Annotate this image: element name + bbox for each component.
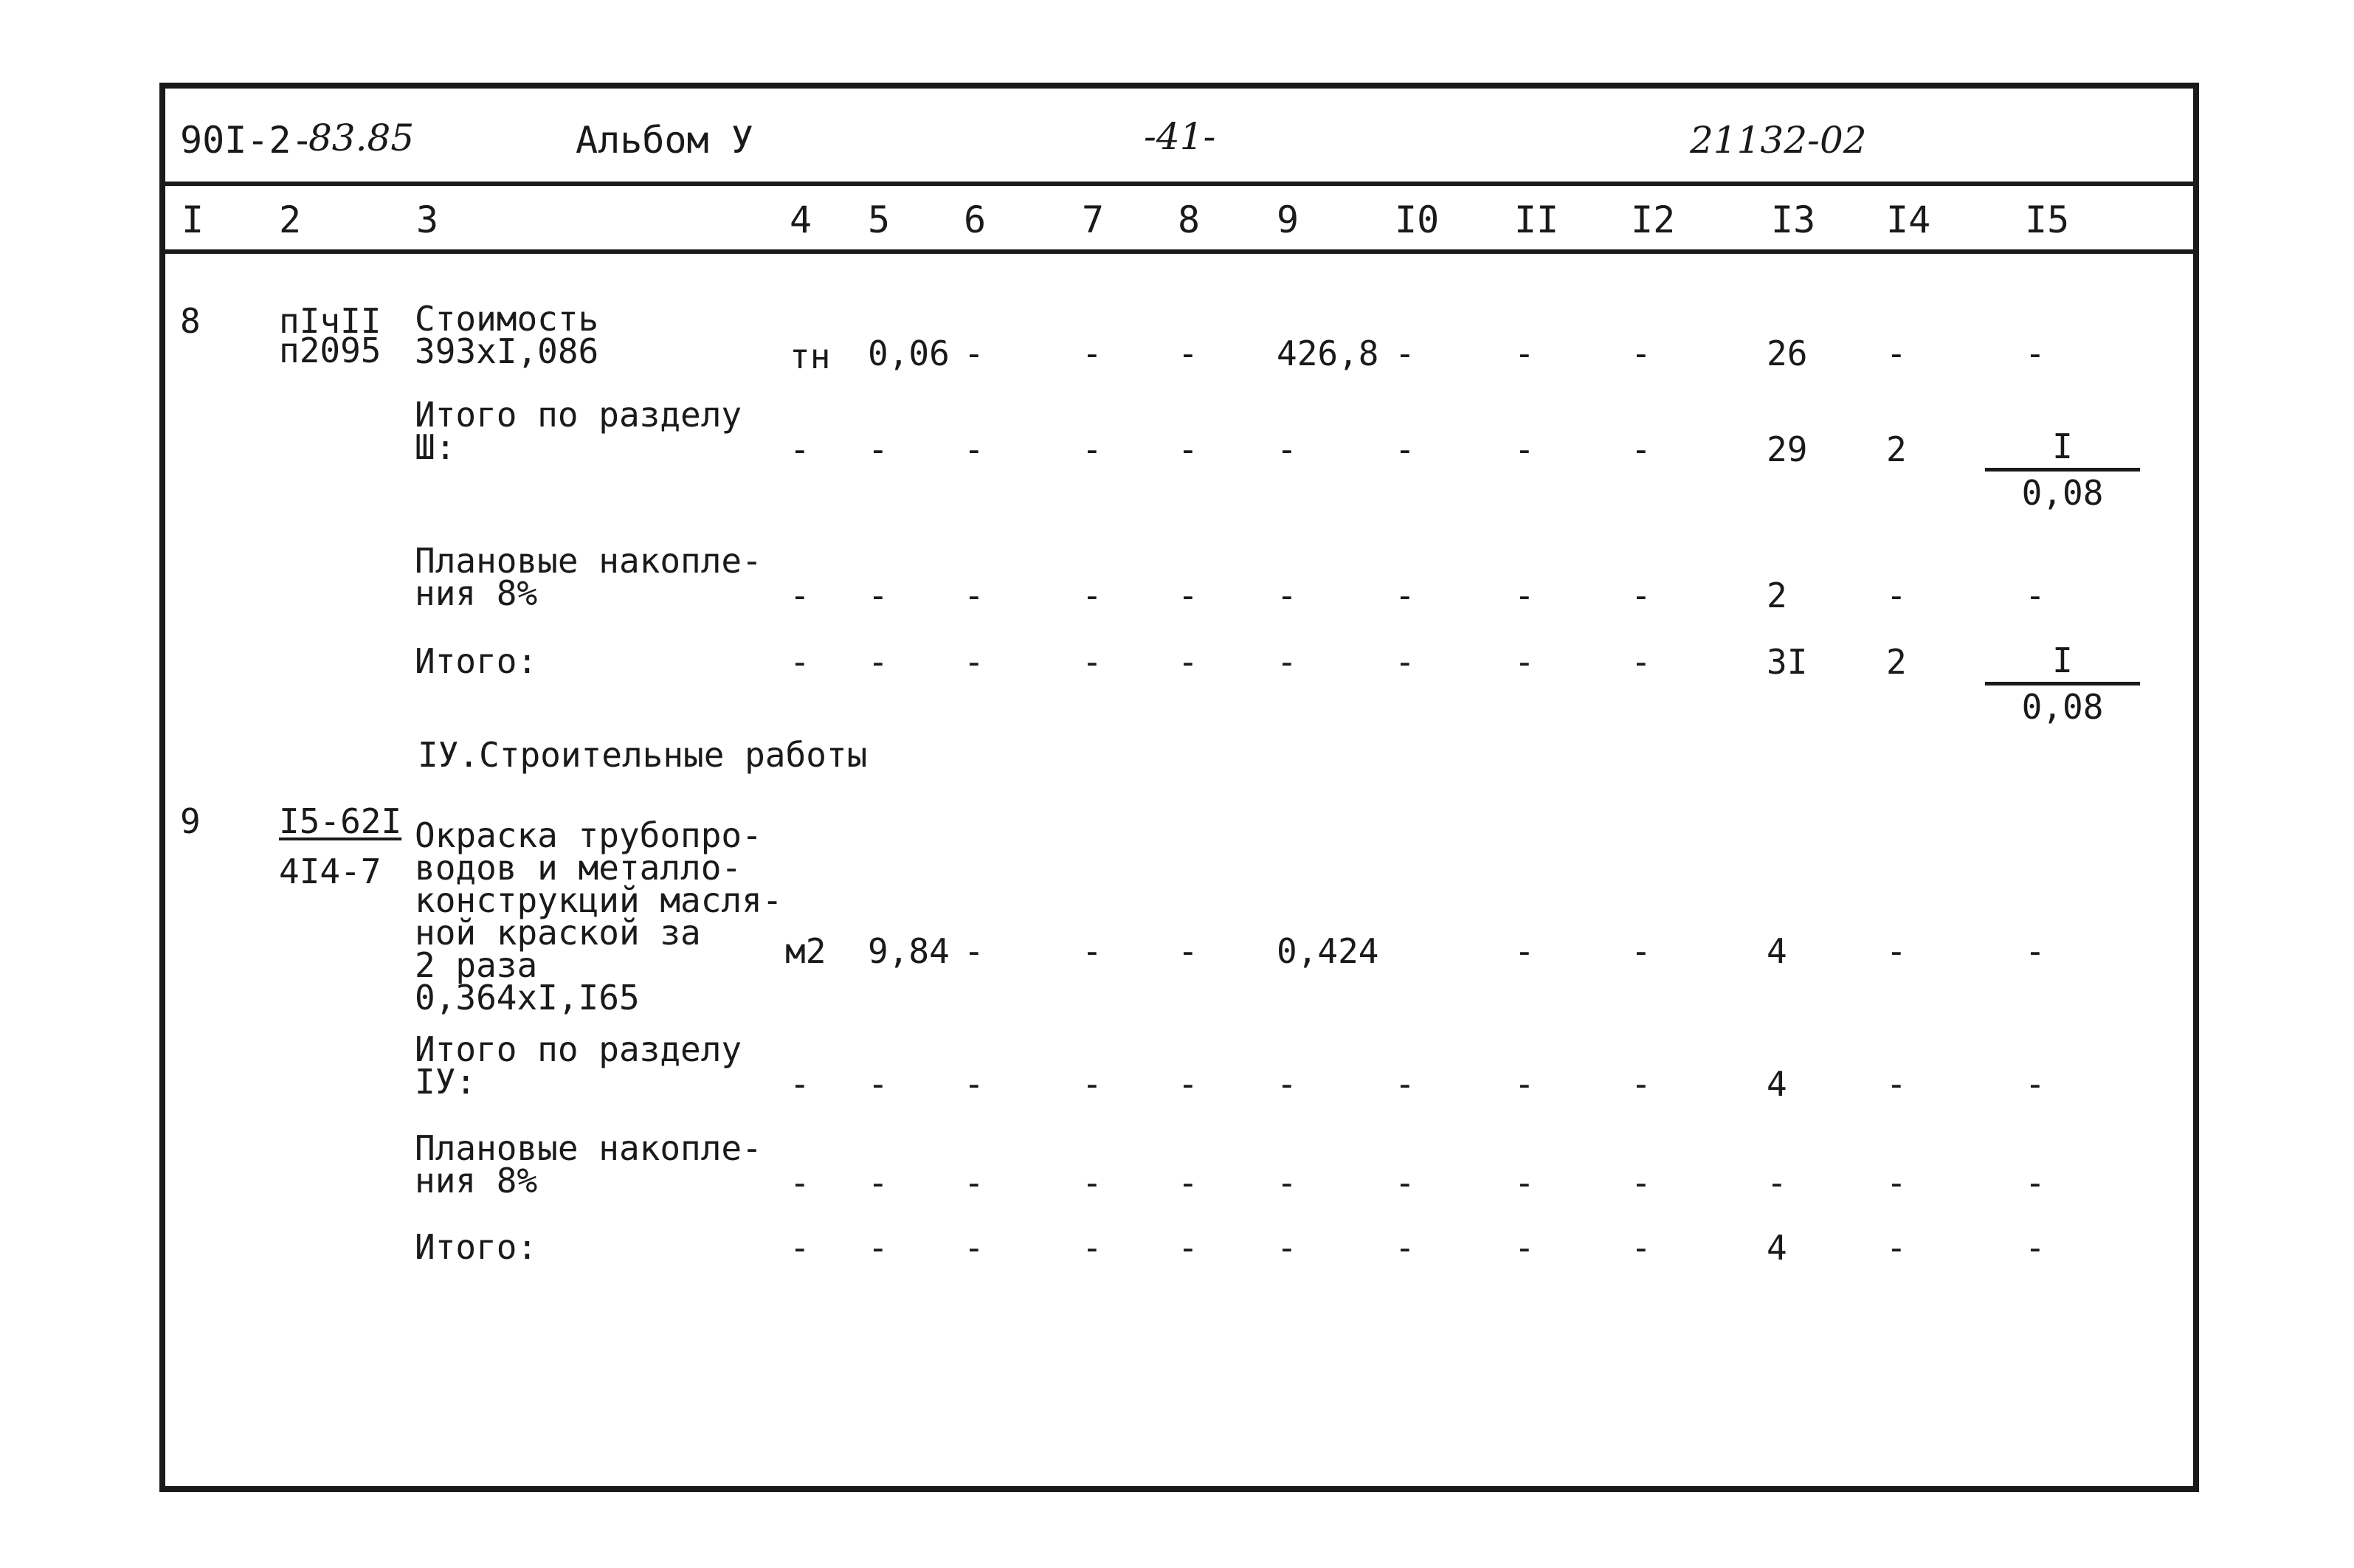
sheet-code: 21132-02 — [1690, 119, 1867, 162]
page-frame — [159, 83, 2199, 1492]
fraction-denominator: 0,08 — [2021, 473, 2104, 513]
cell-total: 3I — [1767, 642, 1808, 682]
column-header: 9 — [1277, 198, 1299, 241]
column-header: I5 — [2025, 198, 2070, 241]
row-description: Окраска трубопро- водов и металло- конструкций масля- ной краской за 2 раза 0,364хI,I65 — [415, 815, 783, 1018]
cell: - — [868, 1163, 888, 1203]
column-header: II — [1514, 198, 1559, 241]
column-header: 8 — [1178, 198, 1201, 241]
cell: - — [2025, 1228, 2046, 1268]
cell: - — [1082, 931, 1102, 971]
row-description: Стоимость 393хI,086 — [415, 299, 599, 371]
cell: - — [1395, 576, 1415, 615]
cell: - — [868, 429, 888, 469]
cell: - — [1514, 1228, 1535, 1268]
cell: - — [1178, 642, 1198, 682]
album-label: Альбом У — [576, 119, 753, 162]
cell: - — [790, 642, 810, 682]
column-header: I — [182, 198, 204, 241]
cell: - — [1631, 334, 1651, 373]
cell: - — [868, 642, 888, 682]
doc-code-prefix: 90I-2- — [180, 119, 314, 162]
cell: - — [1178, 429, 1198, 469]
cell-quantity: 9,84 — [868, 931, 950, 971]
cell: - — [1514, 931, 1535, 971]
cell: - — [964, 429, 984, 469]
cell: - — [964, 1163, 984, 1203]
cell: - — [1178, 1163, 1198, 1203]
row-description: Итого: — [415, 1227, 538, 1267]
cell-total: 4 — [1767, 931, 1787, 971]
cell-unit: м2 — [785, 931, 826, 971]
cell-total: - — [1767, 1163, 1787, 1203]
cell: - — [1514, 576, 1535, 615]
cell: - — [1277, 576, 1297, 615]
cell: - — [2025, 1064, 2046, 1104]
cell: - — [1514, 642, 1535, 682]
row-number: 8 — [180, 301, 201, 341]
column-header: 7 — [1082, 198, 1105, 241]
cell: - — [964, 576, 984, 615]
cell-total: 26 — [1767, 334, 1808, 373]
cell: - — [964, 642, 984, 682]
cell: - — [1178, 1228, 1198, 1268]
fraction-numerator: I — [1985, 429, 2140, 472]
cell: - — [1631, 1228, 1651, 1268]
cell: - — [1631, 642, 1651, 682]
cell: - — [2025, 334, 2046, 373]
column-header: 2 — [279, 198, 302, 241]
row-description: Итого: — [415, 641, 538, 681]
cell: - — [1631, 1064, 1651, 1104]
cell: - — [1631, 1163, 1651, 1203]
cell: - — [1082, 1163, 1102, 1203]
cell: - — [1395, 334, 1415, 373]
row-description: Плановые накопле- ния 8% — [415, 541, 762, 613]
doc-code-handwritten: 83.85 — [308, 117, 415, 159]
cell: - — [790, 1163, 810, 1203]
cell: - — [1178, 1064, 1198, 1104]
column-header: 6 — [964, 198, 987, 241]
fraction-denominator: 0,08 — [2021, 687, 2104, 727]
cell: - — [1631, 931, 1651, 971]
cell: - — [1277, 429, 1297, 469]
cell: - — [964, 1064, 984, 1104]
cell: - — [1178, 931, 1198, 971]
column-header: I0 — [1395, 198, 1440, 241]
cell: - — [2025, 931, 2046, 971]
cell: 2 — [1886, 642, 1907, 682]
cell: - — [1082, 1064, 1102, 1104]
cell: - — [1082, 576, 1102, 615]
cell: - — [964, 1228, 984, 1268]
cell-unit: тн — [790, 336, 831, 376]
cell: - — [1178, 334, 1198, 373]
cell: - — [1514, 334, 1535, 373]
cell: - — [1395, 642, 1415, 682]
cell: - — [1514, 429, 1535, 469]
cell: 0,424 — [1277, 931, 1379, 971]
cell: - — [1395, 1064, 1415, 1104]
section-title: IУ.Строительные работы — [418, 735, 868, 775]
cell: - — [790, 1064, 810, 1104]
cell: - — [2025, 576, 2046, 615]
row-code-bottom: п2095 — [279, 331, 382, 370]
column-header: 5 — [868, 198, 891, 241]
cell: - — [1178, 576, 1198, 615]
row-description: Плановые накопле- ния 8% — [415, 1128, 762, 1201]
cell: - — [1886, 1064, 1907, 1104]
cell: - — [1886, 931, 1907, 971]
row-number: 9 — [180, 801, 201, 841]
cell: - — [1395, 1228, 1415, 1268]
cell-fraction — [1985, 640, 2140, 727]
cell: - — [1395, 429, 1415, 469]
cell-quantity: 0,06 — [868, 334, 950, 373]
page-number: -41- — [1144, 115, 1216, 158]
cell: - — [790, 429, 810, 469]
row-code-top: I5-62I — [279, 801, 402, 841]
cell: - — [1277, 1228, 1297, 1268]
cell: - — [790, 1228, 810, 1268]
cell: - — [2025, 1163, 2046, 1203]
cell: - — [1277, 1163, 1297, 1203]
cell: - — [1277, 642, 1297, 682]
header-divider — [165, 182, 2193, 186]
row-code-bottom: 4I4-7 — [279, 852, 382, 891]
cell: - — [868, 1228, 888, 1268]
cell: - — [1082, 1228, 1102, 1268]
cell: - — [1514, 1163, 1535, 1203]
cell: - — [1886, 1228, 1907, 1268]
row-description: Итого по разделу IУ: — [415, 1029, 742, 1102]
cell: - — [1082, 429, 1102, 469]
column-header: 3 — [416, 198, 439, 241]
cell: - — [1082, 642, 1102, 682]
cell-total: 2 — [1767, 576, 1787, 615]
cell: - — [1631, 429, 1651, 469]
cell: - — [1277, 1064, 1297, 1104]
cell: - — [1395, 1163, 1415, 1203]
cell: - — [1886, 576, 1907, 615]
cell: 426,8 — [1277, 334, 1379, 373]
row-description: Итого по разделу Ш: — [415, 395, 742, 467]
cell: - — [964, 334, 984, 373]
cell: - — [868, 576, 888, 615]
cell: - — [1514, 1064, 1535, 1104]
column-header: I2 — [1631, 198, 1676, 241]
row-code-top: пIчII — [279, 301, 382, 341]
fraction-numerator: I — [1985, 643, 2140, 685]
cell: - — [1631, 576, 1651, 615]
cell: 2 — [1886, 429, 1907, 469]
column-header: I3 — [1771, 198, 1816, 241]
cell-total: 4 — [1767, 1228, 1787, 1268]
column-header: I4 — [1886, 198, 1931, 241]
column-header: 4 — [790, 198, 812, 241]
cell: - — [1082, 334, 1102, 373]
column-header-divider — [165, 249, 2193, 254]
cell: - — [868, 1064, 888, 1104]
cell: - — [1886, 334, 1907, 373]
cell-total: 29 — [1767, 429, 1808, 469]
cell: - — [1886, 1163, 1907, 1203]
cell: - — [790, 576, 810, 615]
cell-total: 4 — [1767, 1064, 1787, 1104]
cell: - — [964, 931, 984, 971]
cell-fraction — [1985, 426, 2140, 513]
